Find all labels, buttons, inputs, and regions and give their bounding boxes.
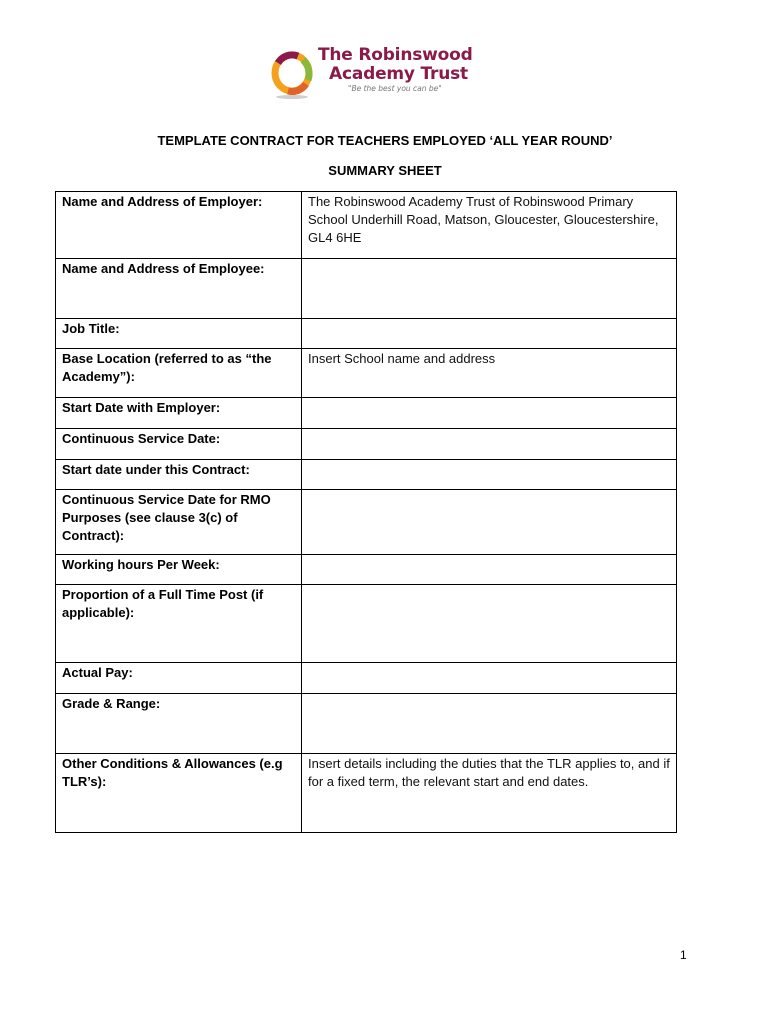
row-value bbox=[302, 460, 677, 490]
logo-wordmark bbox=[318, 46, 473, 84]
page-number: 1 bbox=[680, 948, 687, 962]
logo-line-2: Academy Trust bbox=[329, 64, 468, 84]
row-label: Name and Address of Employer: bbox=[56, 192, 302, 259]
row-value bbox=[302, 490, 677, 555]
table-row bbox=[56, 754, 677, 833]
table-row bbox=[56, 429, 677, 460]
row-value bbox=[302, 694, 677, 754]
row-value bbox=[302, 555, 677, 585]
table-row bbox=[56, 663, 677, 694]
row-value: Insert School name and address bbox=[302, 349, 677, 398]
table-row bbox=[56, 398, 677, 429]
table-row bbox=[56, 694, 677, 754]
row-value: Insert details including the duties that the TLR applies to, and if for a fixed term, the relevant start and end dates. bbox=[302, 754, 677, 833]
row-label: Job Title: bbox=[56, 319, 302, 349]
table-row bbox=[56, 585, 677, 663]
row-value bbox=[302, 259, 677, 319]
row-label: Start Date with Employer: bbox=[56, 398, 302, 429]
row-label: Proportion of a Full Time Post (if applicable): bbox=[56, 585, 302, 663]
row-label: Start date under this Contract: bbox=[56, 460, 302, 490]
ring-logo-icon bbox=[268, 44, 316, 100]
document-subtitle: SUMMARY SHEET bbox=[328, 163, 442, 178]
document-title: TEMPLATE CONTRACT FOR TEACHERS EMPLOYED ‘ALL YEAR ROUND’ bbox=[157, 133, 613, 148]
row-label: Continuous Service Date for RMO Purposes (see clause 3(c) of Contract): bbox=[56, 490, 302, 555]
table-row bbox=[56, 349, 677, 398]
table-row bbox=[56, 259, 677, 319]
row-label: Other Conditions & Allowances (e.g TLR’s): bbox=[56, 754, 302, 833]
table-row bbox=[56, 319, 677, 349]
row-label: Actual Pay: bbox=[56, 663, 302, 694]
row-value bbox=[302, 398, 677, 429]
row-value bbox=[302, 319, 677, 349]
table-row bbox=[56, 460, 677, 490]
row-value bbox=[302, 585, 677, 663]
row-value bbox=[302, 663, 677, 694]
table-row bbox=[56, 192, 677, 259]
row-label: Name and Address of Employee: bbox=[56, 259, 302, 319]
row-label: Continuous Service Date: bbox=[56, 429, 302, 460]
summary-table bbox=[55, 191, 677, 833]
row-value bbox=[302, 429, 677, 460]
row-label: Base Location (referred to as “the Academy”): bbox=[56, 349, 302, 398]
row-label: Working hours Per Week: bbox=[56, 555, 302, 585]
logo-line-1: The Robinswood bbox=[318, 45, 473, 65]
row-value: The Robinswood Academy Trust of Robinswood Primary School Underhill Road, Matson, Gloucester, Gloucestershire, GL4 6HE bbox=[302, 192, 677, 259]
trust-logo bbox=[268, 44, 488, 102]
table-row bbox=[56, 490, 677, 555]
table-row bbox=[56, 555, 677, 585]
row-label: Grade & Range: bbox=[56, 694, 302, 754]
logo-tagline: "Be the best you can be" bbox=[348, 84, 442, 93]
